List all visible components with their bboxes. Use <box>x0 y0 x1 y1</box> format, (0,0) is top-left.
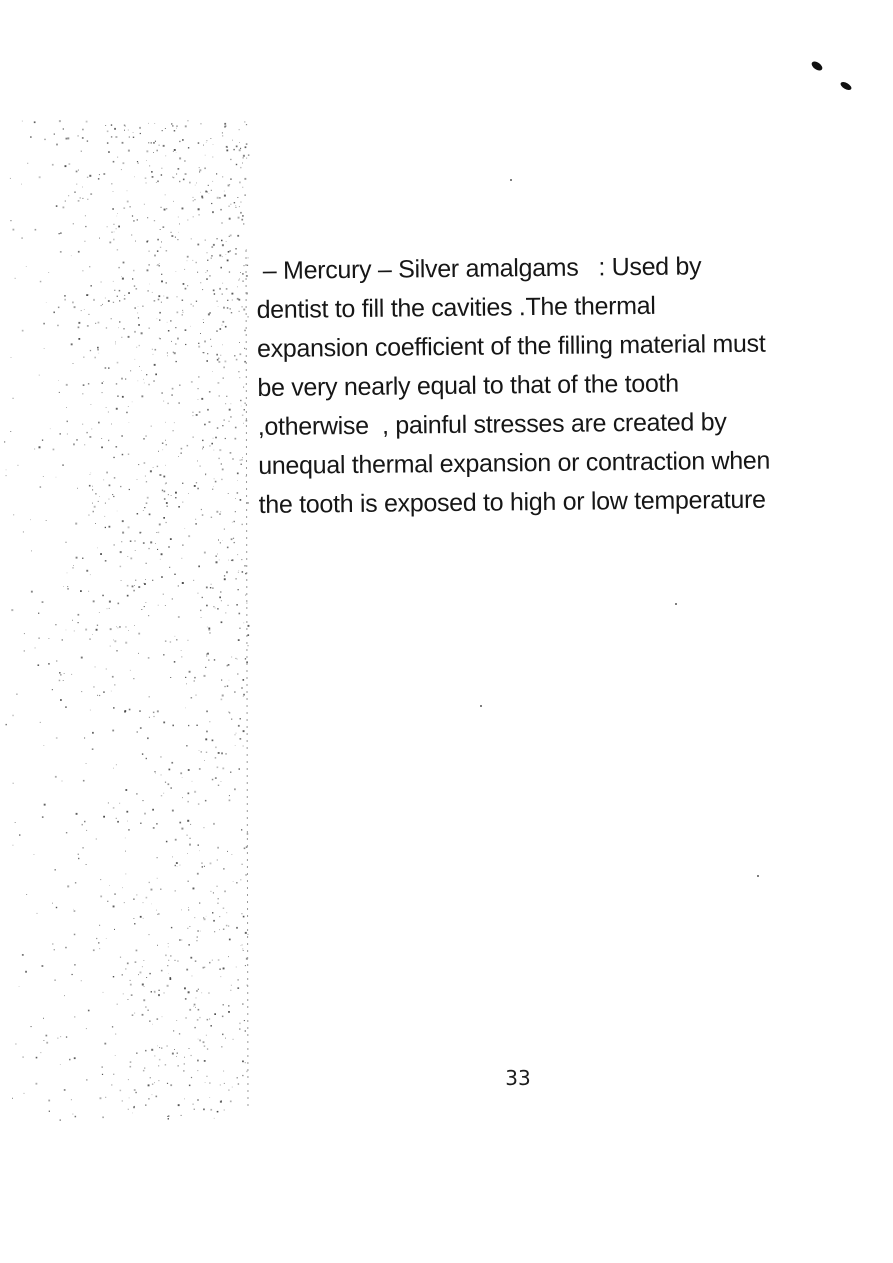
paragraph-line: the tooth is exposed to high or low temperature <box>258 485 766 519</box>
paragraph-line: expansion coefficient of the filling material must <box>256 329 766 363</box>
stray-dot <box>510 179 512 181</box>
binding-edge-line <box>246 250 248 1110</box>
paragraph-line: – Mercury – Silver amalgams : Used by <box>256 252 702 285</box>
stray-dot <box>757 875 759 877</box>
ink-blot-top <box>810 60 824 73</box>
paragraph-line: unequal thermal expansion or contraction when <box>258 446 771 480</box>
body-paragraph <box>256 246 839 525</box>
paragraph-line: ,otherwise , painful stresses are created by <box>257 408 727 441</box>
paragraph-line: dentist to fill the cavities .The thermal <box>256 291 656 324</box>
page-number: 33 <box>505 1066 531 1090</box>
stray-dot <box>480 705 482 707</box>
stray-dot <box>675 603 677 605</box>
ink-blot-bottom <box>839 80 852 91</box>
paragraph-line: be very nearly equal to that of the tooth <box>257 369 679 402</box>
left-margin-speckle <box>4 120 249 1121</box>
